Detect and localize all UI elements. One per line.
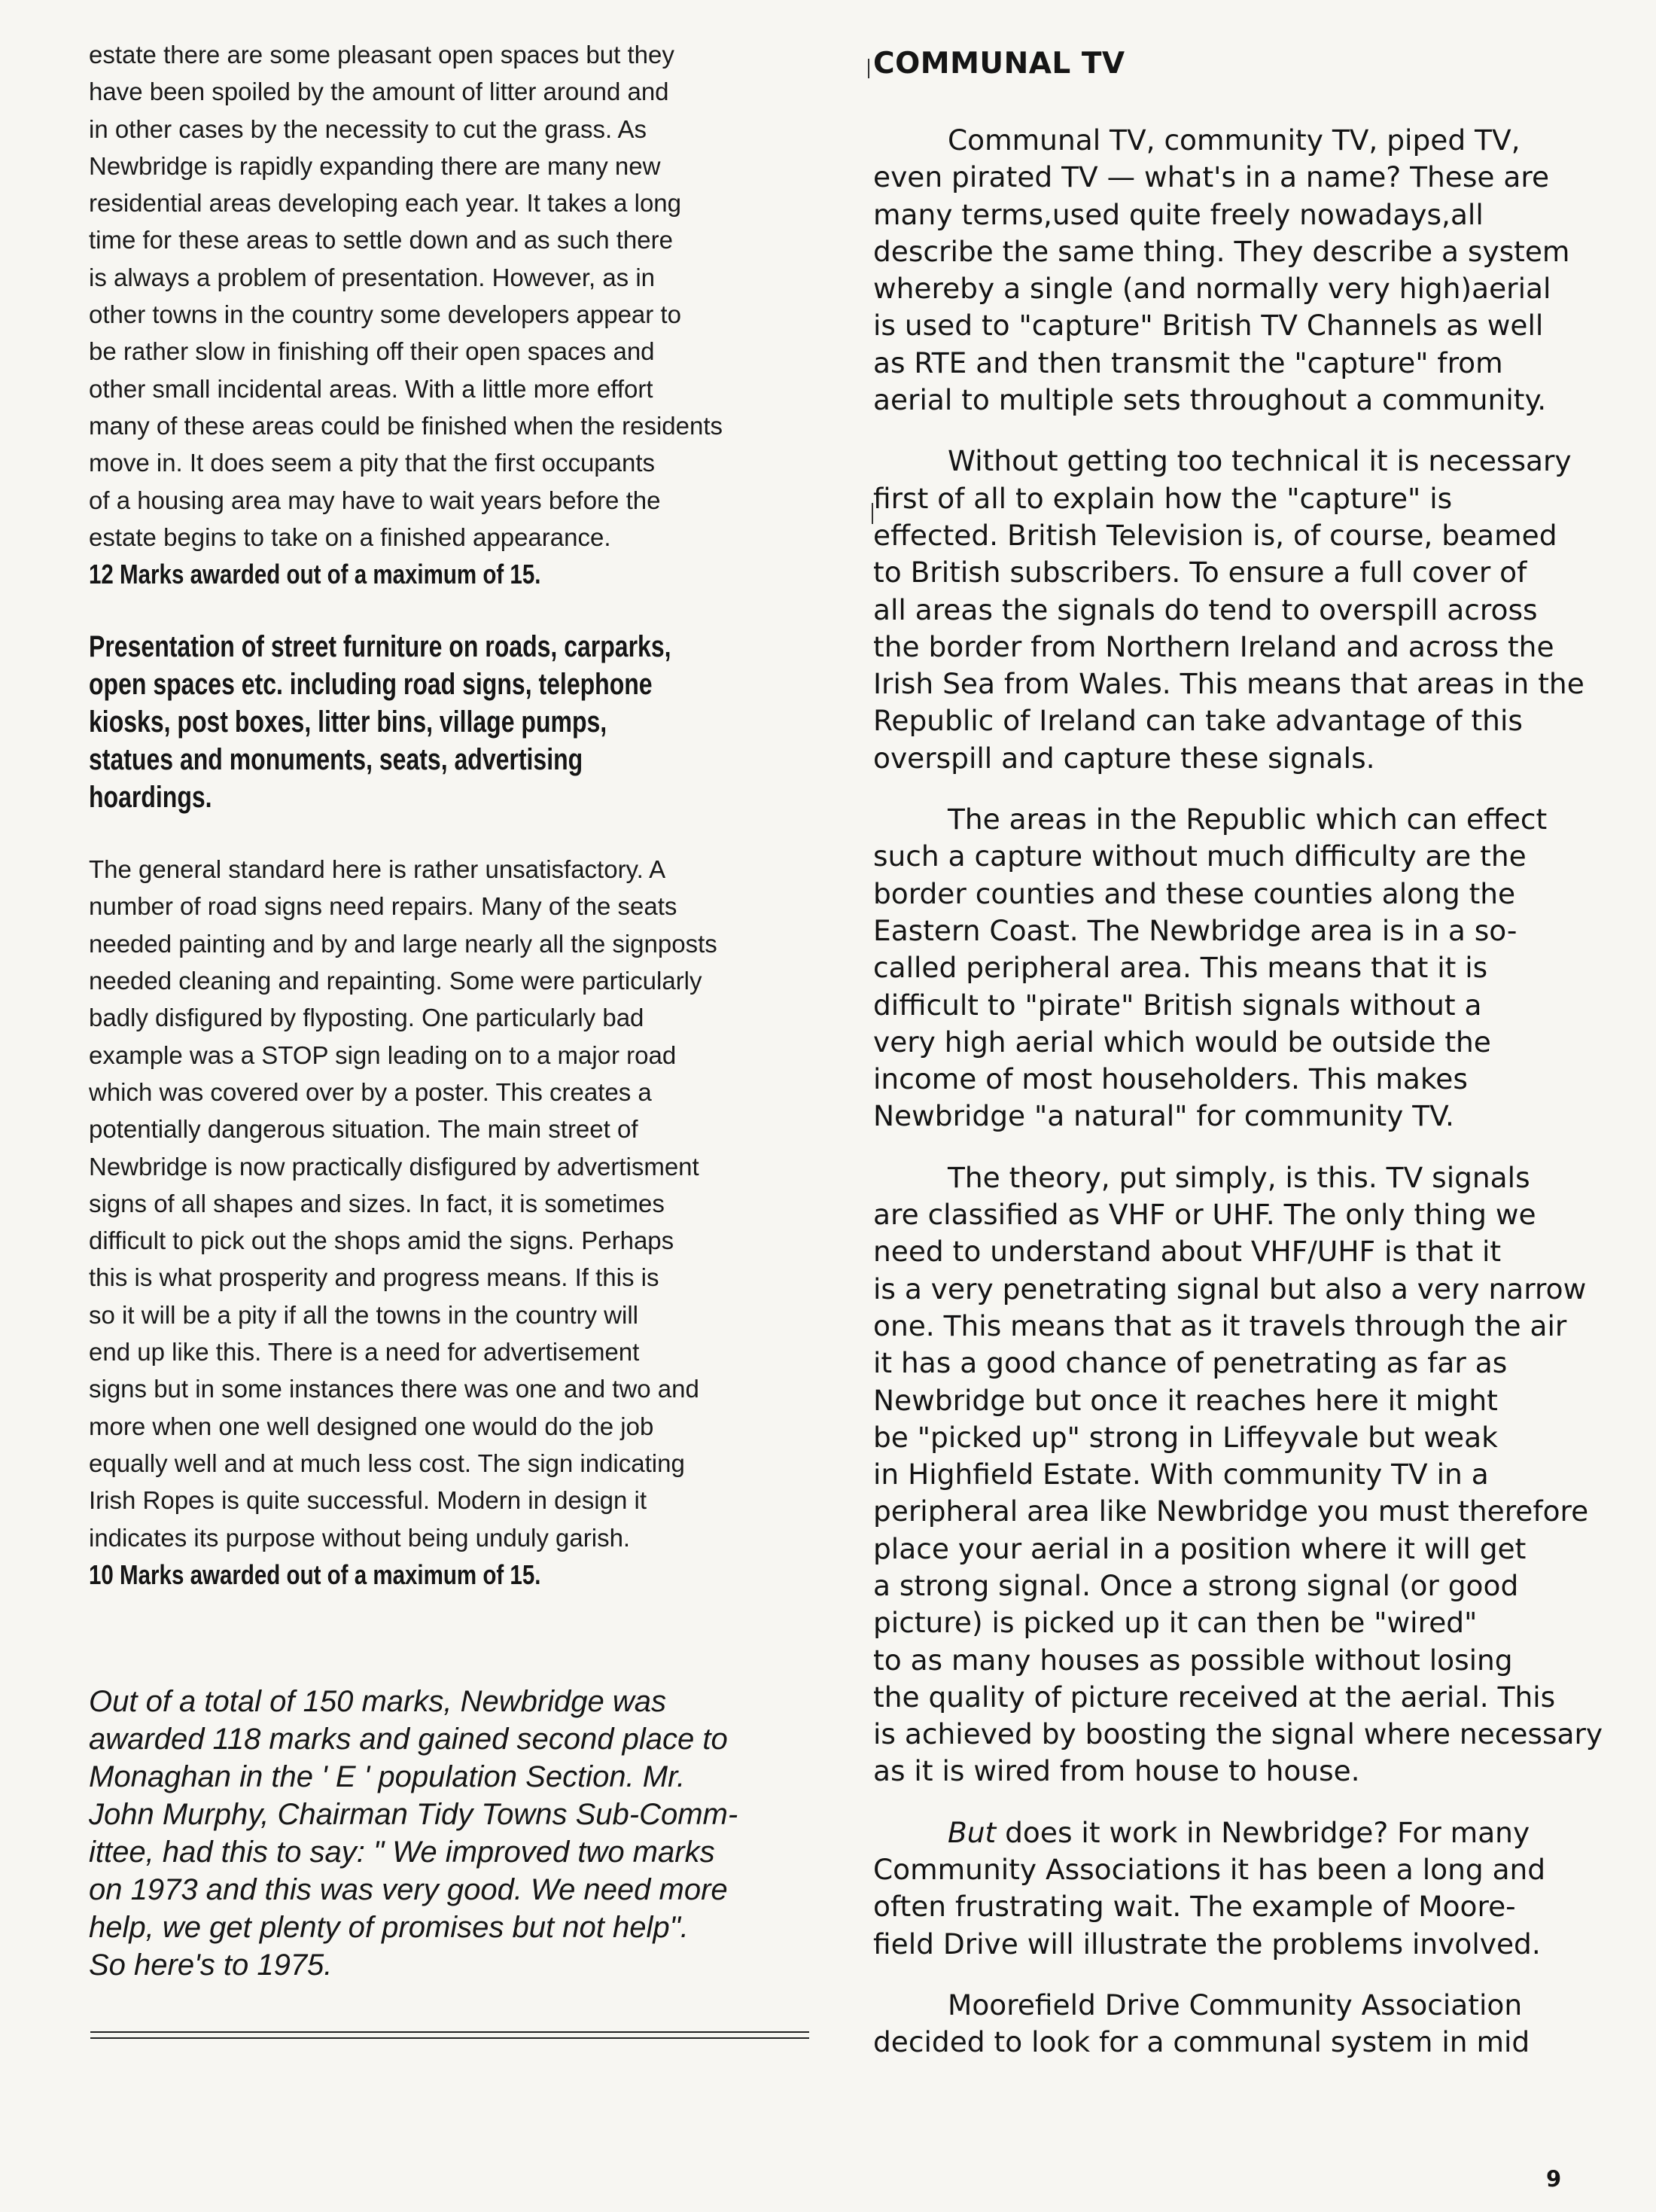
article-paragraph (873, 801, 1618, 1135)
text-line: difficult to "pirate" British signals without a (873, 988, 1482, 1022)
double-rule-bottom (90, 2037, 809, 2039)
closing-quote-paragraph (89, 1683, 811, 1984)
margin-mark (872, 503, 873, 524)
text-line: kiosks, post boxes, litter bins, village pumps, (89, 705, 607, 739)
text-line: Out of a total of 150 marks, Newbridge was (89, 1684, 667, 1718)
text-line: example was a STOP sign leading on to a major road (89, 1040, 677, 1069)
text-line: Newbridge "a natural" for community TV. (873, 1099, 1454, 1133)
right-column (873, 45, 1618, 2061)
text-line: residential areas developing each year. It takes a long (89, 189, 682, 218)
street-furniture-paragraph (89, 851, 811, 1556)
text-line: indicates its purpose without being unduly garish. (89, 1523, 631, 1552)
text-line: is achieved by boosting the signal where necessary (873, 1717, 1603, 1751)
text-line: Eastern Coast. The Newbridge area is in a so- (873, 913, 1517, 947)
text-line: ittee, had this to say: " We improved two marks (89, 1835, 715, 1869)
text-line: badly disfigured by flyposting. One particularly bad (89, 1004, 644, 1032)
text-line: other towns in the country some developers appear to (89, 300, 681, 329)
article-paragraph (873, 1814, 1618, 1963)
text-line: Presentation of street furniture on roads, carparks, (89, 630, 671, 664)
text-line: to as many houses as possible without losing (873, 1643, 1513, 1677)
text-line: called peripheral area. This means that it is (873, 951, 1488, 985)
text-line: even pirated TV — what's in a name? These are (873, 160, 1550, 194)
text-line: picture) is picked up it can then be "wired" (873, 1606, 1478, 1640)
text-line: time for these areas to settle down and as such there (89, 226, 673, 254)
text-line: decided to look for a communal system in mid (873, 2025, 1530, 2059)
text-line: have been spoiled by the amount of litter around and (89, 78, 669, 106)
margin-mark (868, 59, 869, 78)
text-line: income of most householders. This makes (873, 1062, 1468, 1096)
double-rule-top (90, 2031, 809, 2033)
text-line: in other cases by the necessity to cut the grass. As (89, 114, 647, 143)
text-line: Community Associations it has been a long and (873, 1853, 1546, 1887)
text-line: Moorefield Drive Community Association (948, 1988, 1523, 2022)
text-line: a strong signal. Once a strong signal (or good (873, 1568, 1519, 1602)
text-line: such a capture without much difficulty are the (873, 839, 1527, 873)
text-line: on 1973 and this was very good. We need more (89, 1872, 728, 1906)
text-line: other small incidental areas. With a little more effort (89, 374, 653, 403)
text-line: describe the same thing. They describe a system (873, 234, 1570, 268)
text-line: needed painting and by and large nearly all the signposts (89, 929, 717, 958)
text-line: is a very penetrating signal but also a very narrow (873, 1272, 1587, 1306)
text-line: be rather slow in finishing off their open spaces and (89, 337, 655, 366)
text-line: is used to "capture" British TV Channels as well (873, 309, 1544, 343)
text-line: often frustrating wait. The example of Moore- (873, 1890, 1516, 1924)
street-furniture-heading (89, 628, 671, 816)
text-line: which was covered over by a poster. This creates a (89, 1077, 652, 1106)
text-line: Irish Ropes is quite successful. Modern in design it (89, 1486, 647, 1515)
text-line: Without getting too technical it is necessary (948, 444, 1572, 478)
text-line: so it will be a pity if all the towns in the country will (89, 1300, 638, 1329)
communal-tv-article (873, 83, 1618, 2061)
text-line: Newbridge but once it reaches here it might (873, 1383, 1498, 1417)
marks-awarded-line: 12 Marks awarded out of a maximum of 15. (89, 559, 541, 590)
text-line: one. This means that as it travels through the air (873, 1309, 1567, 1342)
text-line: Irish Sea from Wales. This means that areas in the (873, 667, 1584, 701)
text-line: Monaghan in the ' E ' population Section. Mr. (89, 1760, 686, 1793)
text-line: aerial to multiple sets throughout a community. (873, 383, 1547, 417)
text-line: place your aerial in a position where it will get (873, 1531, 1527, 1565)
text-line: in Highfield Estate. With community TV in a (873, 1458, 1489, 1491)
text-line: this is what prosperity and progress means. If this is (89, 1263, 659, 1292)
text-line: it has a good chance of penetrating as far as (873, 1346, 1508, 1380)
text-line: move in. It does seem a pity that the first occupants (89, 449, 656, 477)
text-line: peripheral area like Newbridge you must therefore (873, 1494, 1589, 1528)
text-line: Republic of Ireland can take advantage of this (873, 704, 1523, 738)
text-line: awarded 118 marks and gained second place to (89, 1722, 728, 1756)
text-line: So here's to 1975. (89, 1948, 333, 1982)
text-line: The theory, put simply, is this. TV signals (948, 1160, 1530, 1194)
text-line: John Murphy, Chairman Tidy Towns Sub-Comm- (89, 1797, 738, 1831)
text-line: are classified as VHF or UHF. The only thing we (873, 1198, 1536, 1232)
text-line: needed cleaning and repainting. Some were particularly (89, 967, 702, 995)
text-line: as RTE and then transmit the "capture" from (873, 346, 1503, 379)
text-line: Newbridge is now practically disfigured by advertisment (89, 1152, 699, 1181)
text-line: estate begins to take on a finished appearance. (89, 523, 611, 551)
text-line: open spaces etc. including road signs, telephone (89, 668, 653, 702)
text-line: difficult to pick out the shops amid the signs. Perhaps (89, 1226, 674, 1255)
litter-paragraph (89, 36, 811, 556)
text-line: Newbridge is rapidly expanding there are many new (89, 151, 661, 180)
text-line: field Drive will illustrate the problems involved. (873, 1927, 1541, 1961)
text-line: The areas in the Republic which can effect (948, 803, 1548, 836)
article-paragraph (873, 1987, 1618, 2061)
text-line: more when one well designed one would do the job (89, 1412, 654, 1440)
text-line: is always a problem of presentation. However, as in (89, 263, 656, 291)
text-line: end up like this. There is a need for advertisement (89, 1338, 640, 1367)
text-line: effected. British Television is, of course, beamed (873, 518, 1557, 552)
text-line: statues and monuments, seats, advertising (89, 743, 583, 777)
text-line: border counties and these counties along the (873, 876, 1516, 910)
text-line: The general standard here is rather unsatisfactory. A (89, 855, 666, 884)
section-title: COMMUNAL TV (873, 47, 1125, 81)
text-line: number of road signs need repairs. Many of the seats (89, 892, 677, 921)
text-line: the border from Northern Ireland and across the (873, 629, 1554, 663)
text-line: overspill and capture these signals. (873, 741, 1375, 775)
text-line: whereby a single (and normally very high)aerial (873, 272, 1551, 306)
text-line: to British subscribers. To ensure a full cover of (873, 556, 1527, 590)
text-line: of a housing area may have to wait years before the (89, 486, 661, 514)
left-column (89, 36, 811, 1984)
article-paragraph (873, 1159, 1618, 1790)
text-line: help, we get plenty of promises but not help". (89, 1910, 689, 1944)
text-line: Communal TV, community TV, piped TV, (948, 123, 1521, 157)
text-line: first of all to explain how the "capture" is (873, 481, 1453, 515)
text-line: But does it work in Newbridge? For many (948, 1815, 1530, 1849)
text-line: equally well and at much less cost. The sign indicating (89, 1449, 685, 1477)
text-line: all areas the signals do tend to overspill across (873, 593, 1538, 626)
text-line: estate there are some pleasant open spaces but they (89, 41, 674, 69)
text-line: very high aerial which would be outside the (873, 1025, 1491, 1059)
text-line: hoardings. (89, 781, 212, 815)
text-line: as it is wired from house to house. (873, 1754, 1360, 1788)
marks-awarded-line: 10 Marks awarded out of a maximum of 15. (89, 1558, 541, 1590)
text-line: the quality of picture received at the aerial. This (873, 1680, 1556, 1714)
article-paragraph (873, 122, 1618, 419)
article-paragraph (873, 443, 1618, 777)
text-line: potentially dangerous situation. The main street of (89, 1115, 638, 1144)
page-number: 9 (1546, 2166, 1562, 2192)
text-line: many terms,used quite freely nowadays,all (873, 197, 1484, 231)
text-line: be "picked up" strong in Liffeyvale but weak (873, 1420, 1498, 1454)
text-line: signs of all shapes and sizes. In fact, it is sometimes (89, 1189, 665, 1217)
text-line: many of these areas could be finished when the residents (89, 411, 723, 440)
text-line: need to understand about VHF/UHF is that it (873, 1235, 1502, 1269)
text-line: signs but in some instances there was one and two and (89, 1375, 699, 1403)
